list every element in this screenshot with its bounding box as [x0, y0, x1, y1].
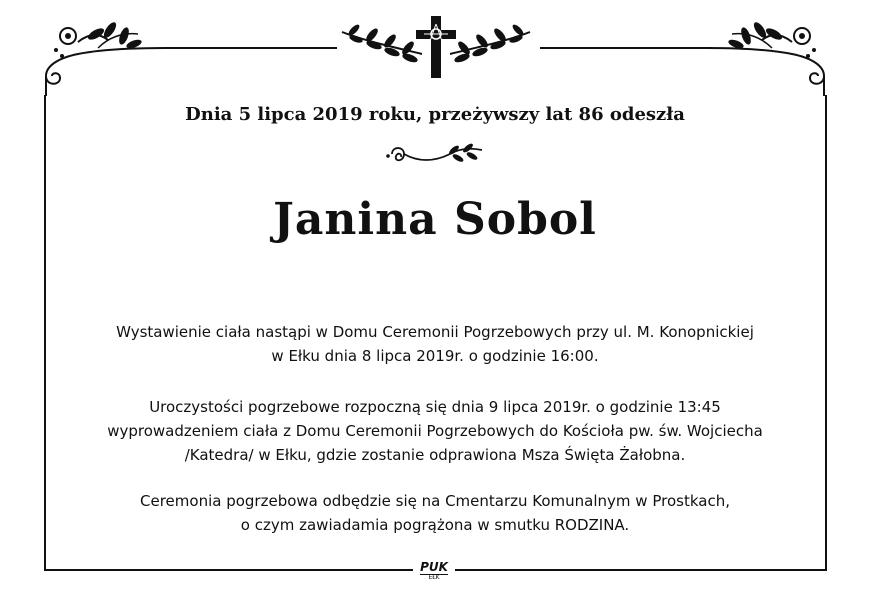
paragraph-viewing — [50, 320, 820, 368]
death-date-headline: Dnia 5 lipca 2019 roku, przeżywszy lat 86 odeszła — [185, 104, 685, 125]
top-rule-right — [540, 47, 712, 49]
paragraph-line: Uroczystości pogrzebowe rozpoczną się dnia 9 lipca 2019r. o godzinie 13:45 — [149, 398, 721, 416]
paragraph-line: wyprowadzeniem ciała z Domu Ceremonii Pogrzebowych do Kościoła pw. św. Wojciecha — [107, 422, 763, 440]
logo-sub-text: EŁK — [420, 574, 448, 581]
frame-bottom-border-left — [44, 569, 413, 571]
corner-ornament-left-icon — [38, 14, 168, 99]
paragraph-ceremony — [50, 395, 820, 467]
cross-laurel-emblem — [338, 14, 534, 80]
puk-logo — [414, 561, 454, 581]
swirl-ornament-icon — [384, 142, 488, 168]
paragraph-line: o czym zawiadamia pogrążona w smutku RODZINA. — [240, 516, 630, 534]
laurel-branch-right-icon — [450, 23, 530, 64]
frame-left-border — [44, 95, 46, 571]
cross-icon — [416, 16, 456, 78]
top-rule-left — [165, 47, 337, 49]
paragraph-line: Wystawienie ciała nastąpi w Domu Ceremonii Pogrzebowych przy ul. M. Konopnickiej — [116, 323, 754, 341]
laurel-branch-left-icon — [342, 23, 422, 64]
logo-main-text: PUK — [420, 560, 448, 574]
paragraph-burial — [50, 489, 820, 537]
frame-bottom-border-right — [455, 569, 827, 571]
frame-right-border — [825, 95, 827, 571]
paragraph-line: Ceremonia pogrzebowa odbędzie się na Cmentarzu Komunalnym w Prostkach, — [140, 492, 730, 510]
corner-ornament-right-icon — [702, 14, 832, 99]
paragraph-line: /Katedra/ w Ełku, gdzie zostanie odprawiona Msza Święta Żałobna. — [184, 446, 686, 464]
deceased-name: Janina Sobol — [273, 194, 597, 245]
paragraph-line: w Ełku dnia 8 lipca 2019r. o godzinie 16:00. — [271, 347, 599, 365]
